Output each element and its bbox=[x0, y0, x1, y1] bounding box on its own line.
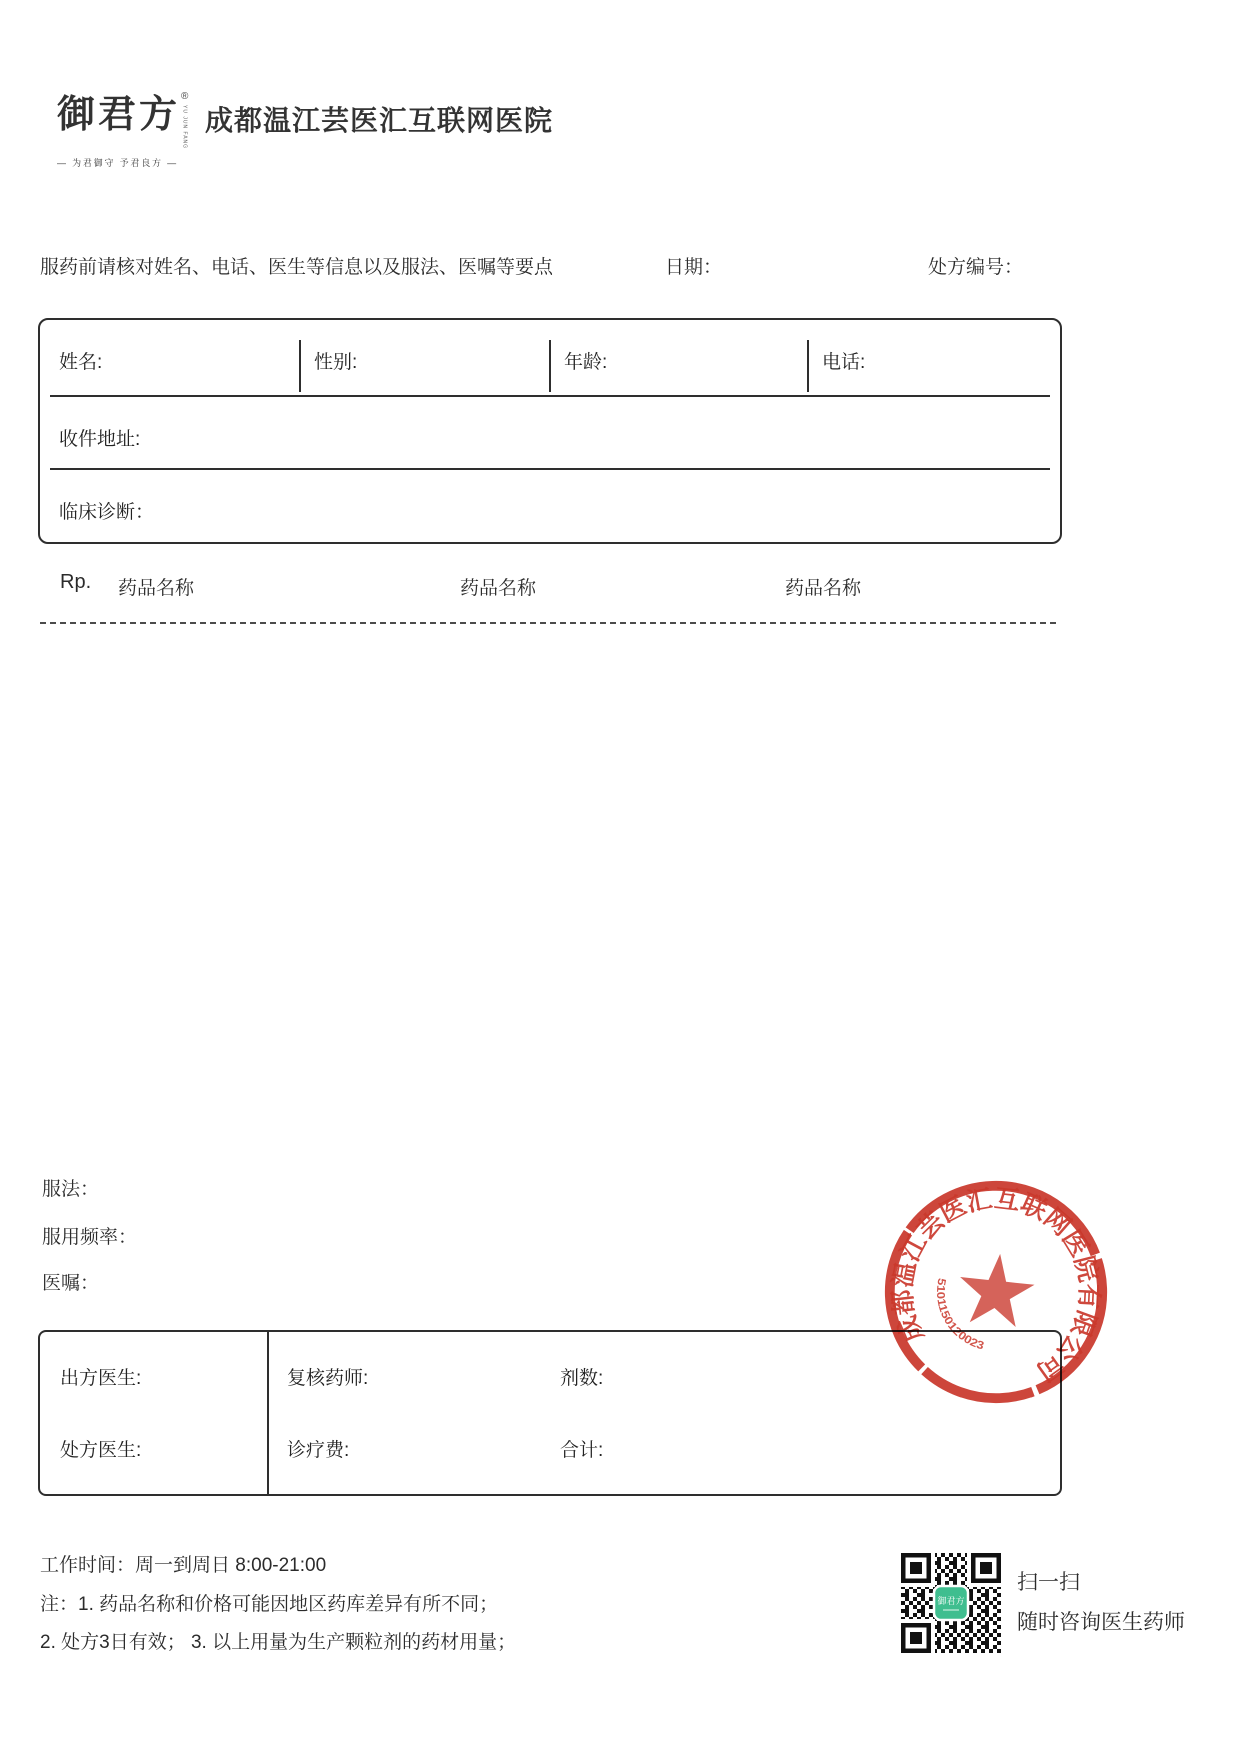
scan-qr-subtitle: 随时咨询医生药师 bbox=[1017, 1611, 1185, 1634]
logo-text: 御君方 bbox=[57, 91, 181, 136]
doctor-advice-label: 医嘱： bbox=[42, 1273, 100, 1294]
diagnosis-field-label: 临床诊断： bbox=[59, 502, 155, 523]
column-divider bbox=[299, 340, 301, 392]
check-info-hint: 服药前请核对姓名、电话、医生等信息以及服法、医嘱等要点 bbox=[40, 257, 554, 278]
official-red-stamp bbox=[874, 1170, 1118, 1414]
hospital-name: 成都温江芸医汇互联网医院 bbox=[205, 105, 554, 136]
drug-name-column-header: 药品名称 bbox=[118, 578, 195, 599]
column-divider bbox=[549, 340, 551, 392]
stamp-ring-text: 成都温江芸医汇互联网医院有限公司 bbox=[888, 1184, 1104, 1387]
brand-logo bbox=[57, 92, 188, 169]
rp-label: Rp. bbox=[60, 571, 92, 593]
rx-number-label: 处方编号： bbox=[928, 257, 1024, 278]
row-divider bbox=[50, 395, 1050, 397]
row-divider bbox=[50, 468, 1050, 470]
doses-label: 剂数: bbox=[560, 1368, 604, 1389]
drug-name-column-header: 药品名称 bbox=[460, 578, 537, 599]
patient-info-box bbox=[38, 318, 1062, 544]
logo-side bbox=[181, 92, 188, 149]
usage-frequency-label: 服用频率： bbox=[42, 1227, 138, 1248]
qr-center-logo-text: 御君方 bbox=[937, 1596, 965, 1606]
stamp-star-icon bbox=[956, 1250, 1038, 1329]
stamp-serial-number: 5101150120023 bbox=[933, 1277, 985, 1353]
review-pharmacist-label: 复核药师: bbox=[287, 1368, 369, 1389]
consult-fee-label: 诊疗费: bbox=[287, 1440, 350, 1461]
logo-side-text: YU JUN FANG bbox=[181, 105, 188, 150]
registered-trademark-icon: ® bbox=[181, 91, 189, 102]
column-divider bbox=[807, 340, 809, 392]
date-label: 日期： bbox=[665, 257, 723, 278]
wechat-qr-code bbox=[897, 1549, 1005, 1657]
working-hours-text: 工作时间：周一到周日 8:00-21:00 bbox=[40, 1555, 327, 1576]
gender-field-label: 性别: bbox=[314, 352, 358, 373]
footer-note-line1: 注：1. 药品名称和价格可能因地区药库差异有所不同； bbox=[40, 1594, 499, 1615]
issuing-doctor-label: 出方医生: bbox=[60, 1368, 142, 1389]
scan-qr-title: 扫一扫 bbox=[1017, 1571, 1080, 1594]
table-divider bbox=[267, 1332, 269, 1494]
drug-name-column-header: 药品名称 bbox=[785, 578, 862, 599]
total-label: 合计: bbox=[560, 1440, 604, 1461]
logo-tagline: — 为君御守 予君良方 — bbox=[57, 158, 178, 169]
phone-field-label: 电话: bbox=[822, 352, 866, 373]
name-field-label: 姓名: bbox=[59, 352, 103, 373]
usage-method-label: 服法： bbox=[42, 1179, 100, 1200]
rp-dashed-separator bbox=[40, 622, 1056, 624]
footer-note-line2: 2. 处方3日有效； 3. 以上用量为生产颗粒剂的药材用量； bbox=[40, 1632, 517, 1653]
prescribing-doctor-label: 处方医生: bbox=[60, 1440, 142, 1461]
age-field-label: 年龄: bbox=[564, 352, 608, 373]
address-field-label: 收件地址: bbox=[59, 429, 141, 450]
